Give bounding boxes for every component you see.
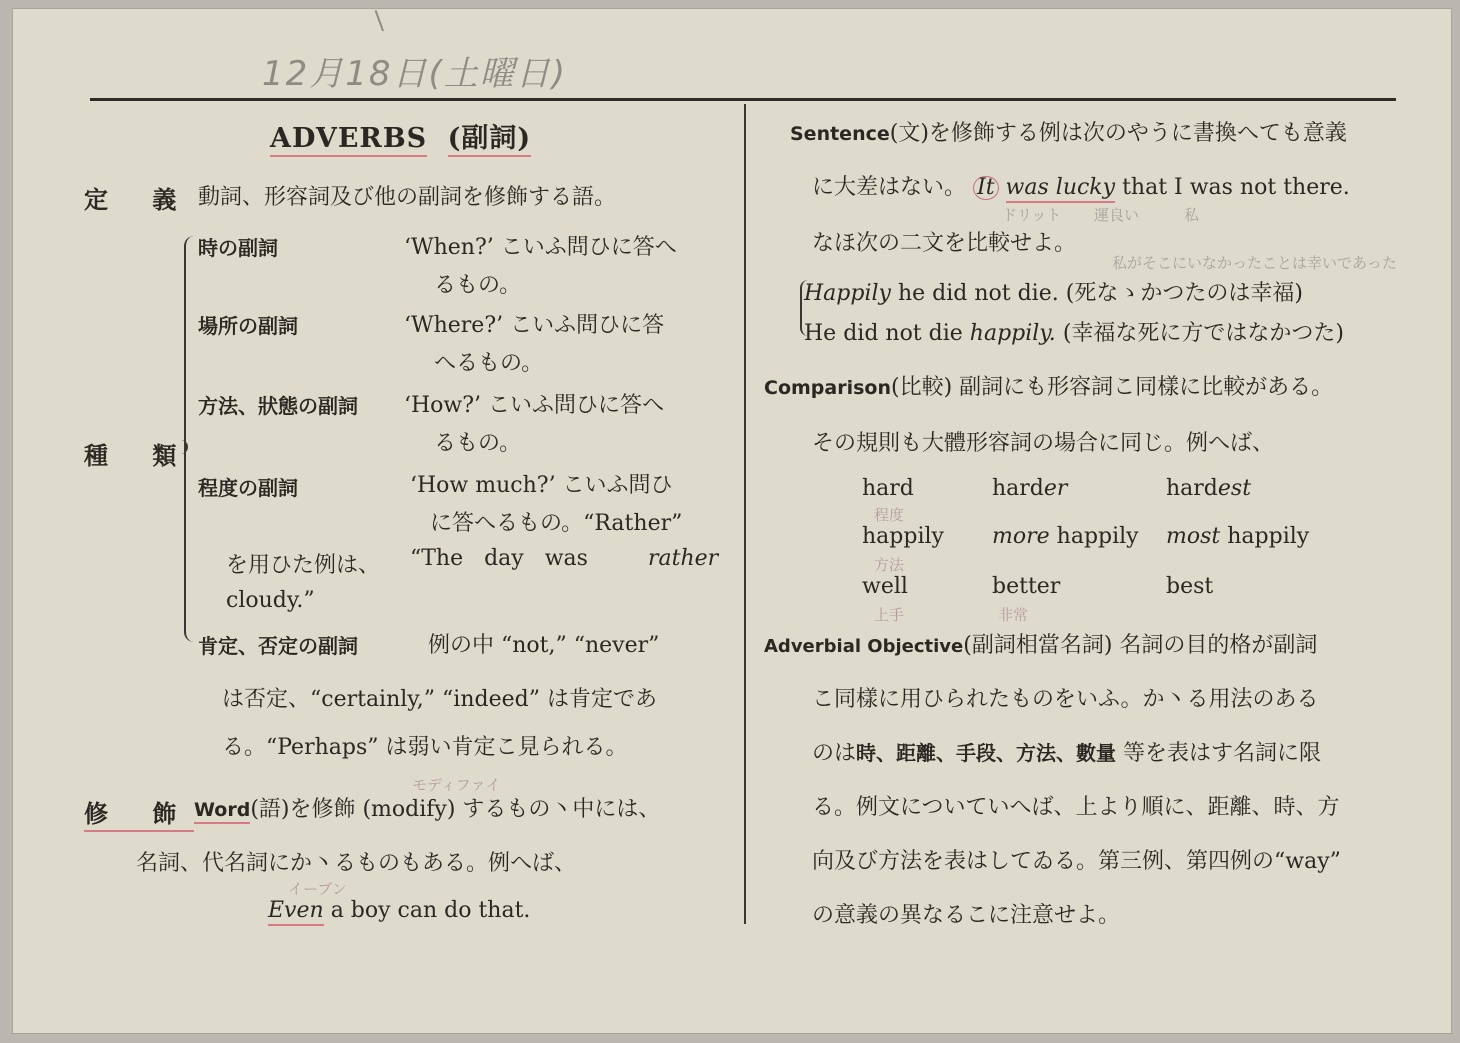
modify-label: 修 飾 — [84, 794, 194, 832]
type-desc-time-2: るもの。 — [434, 273, 522, 298]
table-r2-c1: happily — [862, 524, 944, 549]
pair-line-2: He did not die happily. (幸福な死に方ではなかつた) — [804, 321, 1344, 346]
type-desc-place-1: ‘Where?’ こいふ問ひに答 — [404, 313, 665, 338]
table-r1-c1: hard — [862, 476, 914, 501]
top-rule — [90, 98, 1396, 101]
definition-text: 動詞、形容詞及び他の副詞を修飾する語。 — [198, 185, 617, 210]
type-desc-place-2: へるもの。 — [434, 351, 544, 376]
pencil-note-8: 非常 — [998, 606, 1029, 624]
pencil-note-even: イーブン — [288, 880, 347, 898]
pencil-note-1: ドリット — [1002, 206, 1062, 224]
sentence-line-2: に大差はない。 It was lucky that I was not there. — [812, 170, 1350, 201]
document-card — [12, 8, 1452, 1034]
type-name-affirm: 肯定、否定の副詞 — [198, 634, 358, 658]
table-r3-c2: better — [992, 574, 1061, 599]
table-r1-c3: hardest — [1166, 476, 1252, 501]
adverbial-line-1: Adverbial Objective(副詞相當名詞) 名詞の目的格が副詞 — [764, 633, 1318, 658]
type-name-time: 時の副詞 — [198, 236, 278, 260]
modify-line-2: 名詞、代名詞にか丶るものもある。例へば、 — [136, 851, 577, 876]
adverbial-line-5: 向及び方法を表はしてゐる。第三例、第四例の“way” — [812, 849, 1341, 874]
modify-line-1: Word(語)を修飾 (modify) するもの丶中には、 — [194, 797, 661, 822]
type-name-place: 場所の副詞 — [198, 314, 298, 338]
pencil-mark — [375, 7, 394, 32]
handwritten-date: 12月18日(土曜日) — [262, 54, 568, 94]
type-desc-manner-1: ‘How?’ こいふ問ひに答へ — [404, 393, 665, 418]
pencil-note-4: 私がそこにいなかったことは幸いであった — [1112, 254, 1397, 272]
pencil-note-modify: モディファイ — [412, 776, 501, 794]
affirm-text-3: る。“Perhaps” は弱い肯定こ見られる。 — [222, 735, 628, 760]
pair-line-1: Happily he did not die. (死なゝかつたのは幸福) — [804, 281, 1303, 306]
pencil-note-2: 運良い — [1094, 206, 1140, 224]
table-r3-c1: well — [862, 574, 908, 599]
degree-example-intro: を用ひた例は、 — [226, 553, 381, 578]
table-r2-c2: more happily — [992, 524, 1139, 549]
degree-example-rather: rather — [648, 546, 719, 571]
table-r1-c2: harder — [992, 476, 1068, 501]
table-r2-c3: most happily — [1166, 524, 1310, 549]
type-desc-degree-1: ‘How much?’ こいふ問ひ — [410, 473, 673, 498]
sentence-line-1: Sentence(文)を修飾する例は次のやうに書換へても意義 — [790, 121, 1347, 146]
pencil-note-7: 上手 — [874, 606, 905, 624]
degree-example-end: cloudy.” — [226, 588, 315, 613]
type-desc-manner-2: るもの。 — [434, 431, 522, 456]
pencil-note-6: 方法 — [874, 556, 905, 574]
section-title: ADVERBS (副詞) — [270, 116, 531, 155]
type-desc-degree-2: に答へるもの。“Rather” — [430, 511, 683, 536]
adverbial-line-6: の意義の異なるこに注意せよ。 — [812, 903, 1121, 928]
pencil-note-3: 私 — [1184, 206, 1200, 224]
definition-label: 定 義 — [84, 186, 195, 214]
type-name-manner: 方法、狀態の副詞 — [198, 394, 358, 418]
type-desc-time-1: ‘When?’ こいふ問ひに答へ — [404, 235, 677, 260]
sentence-line-3: なほ次の二文を比較せよ。 — [812, 231, 1077, 256]
adverbial-line-4: る。例文についていへば、上より順に、距離、時、方 — [812, 795, 1340, 820]
comparison-line-1: Comparison(比較) 副詞にも形容詞こ同樣に比較がある。 — [764, 375, 1334, 400]
affirm-text-1: 例の中 “not,” “never” — [428, 633, 660, 658]
affirm-text-2: は否定、“certainly,” “indeed” は肯定であ — [222, 687, 657, 712]
column-divider — [744, 104, 746, 924]
table-r3-c3: best — [1166, 574, 1214, 599]
types-label: 種 類 — [84, 442, 195, 470]
example-sentence: Even a boy can do that. — [268, 898, 530, 923]
degree-example-quote: “The day was — [410, 546, 588, 571]
adverbial-line-3: のは時、距離、手段、方法、數量 等を表はす名詞に限 — [812, 741, 1322, 766]
comparison-line-2: その規則も大體形容詞の場合に同じ。例へば、 — [812, 431, 1275, 456]
pencil-note-5: 程度 — [874, 506, 905, 524]
type-name-degree: 程度の副詞 — [198, 476, 298, 500]
adverbial-line-2: こ同樣に用ひられたものをいふ。か丶る用法のある — [812, 687, 1319, 712]
